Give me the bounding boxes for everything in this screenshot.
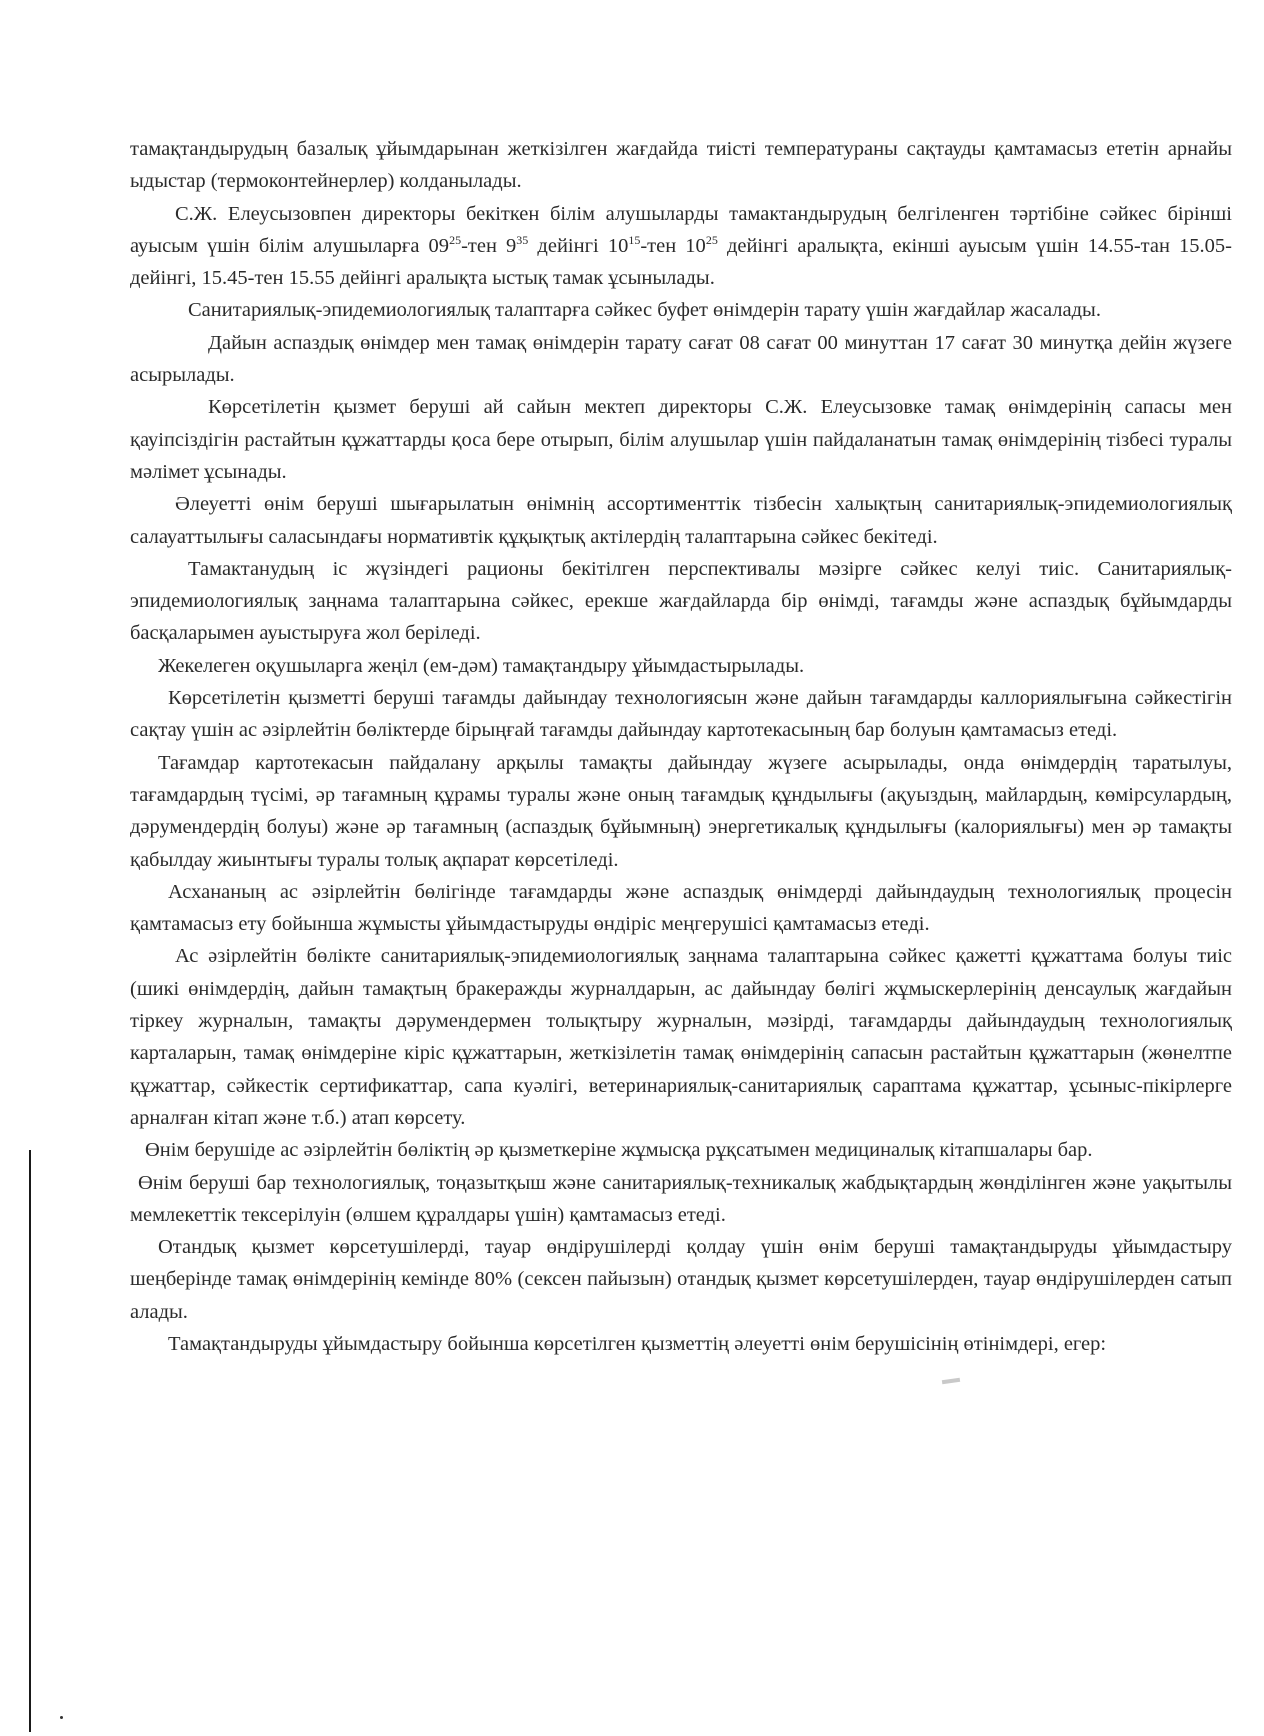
time-superscript: 25 (449, 232, 462, 247)
paragraph-6: Әлеуетті өнім беруші шығарылатын өнімнің ассортименттік тізбесін халықтың санитариялық-эпидемиологиялық салауаттылығы саласындағы нормативтік құқықтық актілердің талаптарына сәйкес бекітеді. (130, 493, 1232, 548)
paragraph-4: Дайын аспаздық өнімдер мен тамақ өнімдерін тарату сағат 08 сағат 00 минуттан 17 сағат 30 минутқа дейін жүзеге асырылады. (130, 331, 1232, 387)
paragraph-3: Санитариялық-эпидемиологиялық талаптарға сәйкес буфет өнімдерін тарату үшін жағдайлар жасалады. (188, 299, 1101, 322)
paragraph-8: Жекелеген оқушыларга жеңіл (ем-дәм) тамақтандыру ұйымдастырылады. (158, 654, 805, 677)
scan-smudge-mark (942, 1378, 960, 1384)
paragraph-16: Тамақтандыруды ұйымдастыру бойынша көрсетілген қызметтің әлеуетті өнім берушісінің өтінімдері, егер: (168, 1332, 1107, 1355)
document-body (130, 133, 1232, 1360)
paragraph-2-part-e: дейінгі аралықта, екінші ауысым үшін 14.55-тан 15.05-дейінгі, 15.45-тен 15.55 дейінгі аралықта ыстық тамак ұсынылады. (130, 234, 1232, 290)
paragraph-11: Асхананың ас әзірлейтін бөлігінде тағамдарды және аспаздық өнімдерді дайындаудың технологиялық процесін қамтамасыз ету бойынша жұмысты ұйымдастыруды өндіріс меңгерушісі қамтамасыз етеді. (130, 880, 1232, 936)
paragraph-14: Өнім беруші бар технологиялық, тоңазытқыш және санитариялық-техникалық жабдықтардың жөнділінген және уақытылы мемлекеттік тексерілуін (өлшем құралдары үшін) қамтамасыз етеді. (130, 1171, 1232, 1226)
scan-margin-line (29, 1150, 31, 1732)
paragraph-2 (130, 198, 1232, 295)
paragraph-2-part-c: дейінгі 10 (528, 234, 629, 257)
paragraph-2-part-b: -тен 9 (461, 234, 517, 257)
paragraph-13: Өнім берушіде ас әзірлейтін бөліктің әр қызметкеріне жұмысқа рұқсатымен медициналық кітапшалары бар. (145, 1139, 1093, 1162)
paragraph-5: Көрсетілетін қызмет беруші ай сайын мектеп директоры С.Ж. Елеусызовке тамақ өнімдерінің сапасы мен қауіпсіздігін растайтын құжаттарды қоса бере отырып, білім алушылар үшін пайдаланатын тамақ өнімдерінің тізбесі туралы мәлімет ұсынады. (130, 396, 1232, 483)
paragraph-10: Тағамдар картотекасын пайдалану арқылы тамақты дайындау жүзеге асырылады, онда өнімдердің таратылуы, тағамдардың түсімі, әр тағамның құрамы туралы және оның тағамдық құндылығы (ақуыздың, майлардың, көмірсулардың, дәрумендердің болуы) және әр тағамның (аспаздық бұйымның) энергетикалық құндылығы (калориялығы) мен әр тамақты қабылдау жиынтығы туралы толық ақпарат көрсетіледі. (130, 751, 1232, 871)
paragraph-9: Көрсетілетін қызметті беруші тағамды дайындау технологиясын және дайын тағамдарды каллориялығына сәйкестігін сақтау үшін ас әзірлейтін бөліктерде бірыңғай тағамды дайындау картотекасының бар болуын қамтамасыз етеді. (130, 687, 1232, 742)
time-superscript: 35 (516, 232, 529, 247)
scan-margin-dot (60, 1716, 63, 1719)
time-superscript: 15 (628, 232, 641, 247)
paragraph-12: Ас әзірлейтін бөлікте санитариялық-эпидемиологиялық заңнама талаптарына сәйкес қажетті құжаттама болуы тиіс (шикі өнімдердің, дайын тамақтың бракеражды журналдарын, ас дайындау бөлігі жұмыскерлерінің денсаулық жағдайын тіркеу журналын, тамақты дәрумендермен толықтыру журналын, мәзірді, тағамдарды дайындаудың технологиялық карталарын, тамақ өнімдеріне кіріс құжаттарын, жеткізілетін тамақ өнімдерінің сапасын растайтын құжаттарын (жөнелтпе құжаттар, сәйкестік сертификаттар, сапа куәлігі, ветеринариялық-санитариялық сараптама құжаттар, ұсыныс-пікірлерге арналған кітап және т.б.) атап көрсету. (130, 945, 1232, 1129)
paragraph-15: Отандық қызмет көрсетушілерді, тауар өндірушілерді қолдау үшін өнім беруші тамақтандыруды ұйымдастыру шеңберінде тамақ өнімдерінің кемінде 80% (сексен пайызын) отандық қызмет көрсетушілерден, тауар өндірушілерден сатып алады. (130, 1236, 1232, 1323)
paragraph-1: тамақтандырудың базалық ұйымдарынан жеткізілген жағдайда тиісті температураны сақтауды қамтамасыз ететін арнайы ыдыстар (термоконтейнерлер) колданылады. (130, 138, 1232, 193)
paragraph-7: Тамактанудың іс жүзіндегі рационы бекітілген перспективалы мәзірге сәйкес келуі тиіс. Санитариялық-эпидемиологиялық заңнама талаптарына сәйкес, ерекше жағдайларда бір өнімді, тағамды және аспаздық бұйымдарды басқаларымен ауыстыруға жол беріледі. (130, 557, 1232, 645)
time-superscript: 25 (705, 232, 718, 247)
paragraph-2-part-d: -тен 10 (640, 234, 706, 257)
paragraph-2-part-a: С.Ж. Елеусызовпен директоры бекіткен білім алушыларды тамактандырудың белгіленген тәртібіне сәйкес бірінші ауысым үшін білім алушыларға 09 (130, 202, 1232, 257)
